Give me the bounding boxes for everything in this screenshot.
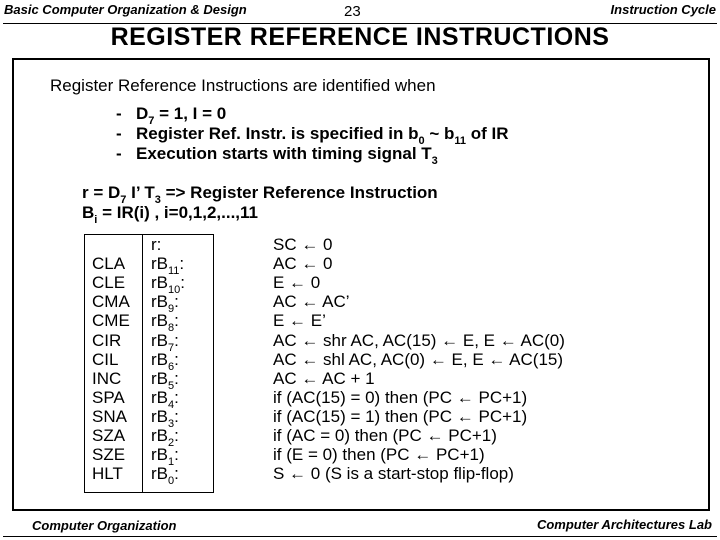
- bullet-1: [116, 104, 227, 127]
- row-signal-colon: :: [156, 235, 162, 254]
- formula-r: [82, 183, 438, 206]
- row-operation: AC ← shl AC, AC(0) ← E, E ← AC(15): [273, 349, 564, 369]
- footer-right: Computer Architectures Lab: [536, 517, 712, 532]
- row-signal-base: rB: [151, 311, 168, 331]
- row-signal-sub: 1: [168, 456, 175, 469]
- row-signal-base: rB: [151, 330, 168, 350]
- bullet-dash: -: [116, 124, 122, 143]
- row-mnemonic: SZE: [92, 445, 126, 465]
- row-mnemonic: CME: [92, 311, 130, 331]
- row-signal-sub: 7: [168, 341, 175, 354]
- formula-r-a: r = D: [82, 183, 121, 202]
- bullet-3: [116, 144, 438, 167]
- row-signal-colon: :: [180, 273, 185, 293]
- row-signal-colon: :: [174, 387, 179, 407]
- slide-title: [0, 23, 720, 52]
- header-course-title: Basic Computer Organization & Design: [4, 2, 247, 17]
- row-signal-sub: 8: [168, 322, 175, 335]
- bullet-2-pre: Register Ref. Instr. is specified in b: [136, 124, 419, 143]
- bullet-1-post: = 1, I = 0: [154, 104, 227, 123]
- row-operation: if (AC(15) = 0) then (PC ← PC+1): [273, 387, 528, 407]
- row-signal-colon: :: [174, 445, 179, 465]
- formula-r-b-sub: 3: [154, 194, 161, 206]
- mnemonic-table-divider: [142, 234, 143, 493]
- formula-b: [82, 203, 258, 226]
- row-signal-base: rB: [151, 292, 168, 312]
- bottom-rule: [3, 536, 717, 537]
- formula-r-c: => Register Reference Instruction: [160, 183, 438, 202]
- row-signal-colon: :: [174, 311, 179, 331]
- row-mnemonic: CMA: [92, 292, 130, 312]
- formula-r-a-sub: 7: [120, 194, 127, 206]
- row-signal-sub: 5: [168, 379, 175, 392]
- row-signal-colon: :: [174, 368, 179, 388]
- row-operation: AC ← AC + 1: [273, 368, 375, 388]
- formula-r-b: I’ T: [126, 183, 155, 202]
- row-signal-sub: 2: [168, 437, 175, 449]
- row-operation: SC ← 0: [273, 235, 333, 254]
- row-signal-base: rB: [151, 273, 168, 293]
- bullet-dash: -: [116, 144, 122, 163]
- row-signal-base: rB: [151, 406, 168, 426]
- row-signal-colon: :: [174, 349, 179, 369]
- bullet-3-pre: Execution starts with timing signal T: [136, 144, 432, 163]
- footer-left: Computer Organization: [32, 518, 177, 533]
- bullet-2: [116, 124, 509, 147]
- row-signal-colon: :: [179, 254, 185, 274]
- row-operation: AC ← AC’: [273, 292, 350, 312]
- row-signal-base: r: [151, 235, 157, 254]
- bullet-2-sub: 0: [418, 135, 425, 147]
- row-signal: [151, 464, 179, 486]
- row-operation: if (AC = 0) then (PC ← PC+1): [273, 426, 497, 445]
- page-number: 23: [344, 3, 361, 20]
- row-signal-sub: 10: [168, 284, 181, 297]
- row-signal-sub: 9: [168, 303, 175, 316]
- row-operation: E ← 0: [273, 273, 321, 293]
- row-signal-sub: 4: [168, 398, 175, 411]
- row-signal-sub: 0: [168, 475, 175, 488]
- row-operation: if (AC(15) = 1) then (PC ← PC+1): [273, 406, 528, 426]
- intro-text: Register Reference Instructions are identified when: [50, 76, 436, 95]
- row-signal-colon: :: [174, 330, 179, 350]
- bullet-dash: -: [116, 104, 122, 123]
- bullet-2-sub2: 11: [454, 135, 466, 147]
- row-signal-base: rB: [151, 387, 168, 407]
- row-signal-base: rB: [151, 254, 168, 274]
- formula-b-b: = IR(i) , i=0,1,2,...,11: [97, 203, 258, 222]
- row-mnemonic: INC: [92, 368, 122, 388]
- formula-b-a: B: [82, 203, 95, 222]
- row-mnemonic: SZA: [92, 426, 126, 445]
- row-signal-base: rB: [151, 368, 168, 388]
- row-operation: AC ← 0: [273, 254, 333, 274]
- row-signal-colon: :: [174, 292, 179, 312]
- row-signal-base: rB: [151, 349, 168, 369]
- row-mnemonic: CLE: [92, 273, 126, 293]
- row-operation: AC ← shr AC, AC(15) ← E, E ← AC(0): [273, 330, 565, 350]
- row-signal-colon: :: [174, 406, 179, 426]
- bullet-3-sub: 3: [431, 155, 438, 167]
- header-section-title: Instruction Cycle: [610, 2, 716, 17]
- row-operation: S ← 0 (S is a start-stop flip-flop): [273, 464, 514, 484]
- bullet-1-pre: D: [136, 104, 149, 123]
- row-mnemonic: CIL: [92, 349, 119, 369]
- formula-b-a-sub: i: [94, 214, 98, 226]
- bullet-2-post: of IR: [466, 124, 509, 143]
- bullet-1-sub: 7: [148, 115, 155, 127]
- bullet-2-mid: ~ b: [424, 124, 455, 143]
- row-signal-base: rB: [151, 464, 168, 484]
- row-mnemonic: SPA: [92, 387, 125, 407]
- row-signal-sub: 6: [168, 360, 175, 373]
- row-mnemonic: SNA: [92, 406, 127, 426]
- row-signal-base: rB: [151, 445, 168, 465]
- row-operation: if (E = 0) then (PC ← PC+1): [273, 445, 485, 465]
- row-signal-base: rB: [151, 426, 168, 445]
- row-signal-colon: :: [174, 464, 179, 484]
- row-operation: E ← E’: [273, 311, 326, 331]
- row-mnemonic: CLA: [92, 254, 126, 274]
- row-signal-sub: 3: [168, 417, 175, 430]
- row-signal-colon: :: [174, 426, 179, 445]
- row-mnemonic: HLT: [92, 464, 123, 484]
- slide-title-text: REGISTER REFERENCE INSTRUCTIONS: [110, 23, 610, 51]
- row-signal-sub: 11: [168, 265, 180, 278]
- row-mnemonic: CIR: [92, 330, 122, 350]
